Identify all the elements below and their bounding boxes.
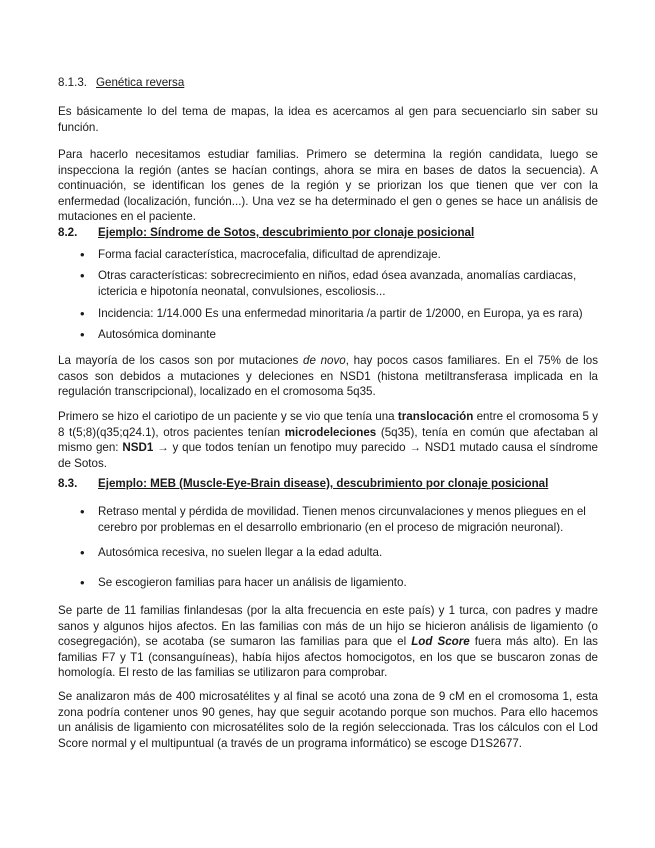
term-translocacion: translocación: [397, 410, 474, 423]
section-heading-8-3: [58, 477, 598, 490]
list-item-text: Forma facial característica, macrocefalia, dificultad de aprendizaje.: [98, 248, 441, 261]
text-run: , hay pocos casos familiares. En el 75% de los casos son debidos a mutaciones y deleciones en NSD1 (histona metiltransferasa implicada en la regulación transcripcional), localizado en el cromosoma 5q35.: [58, 354, 598, 398]
section-heading-8-2: [58, 226, 598, 239]
text-run: entre el cromosoma 5 y 8 t(5;8)(q35;q24.1), otros pacientes tenían: [58, 410, 598, 439]
list-item: [58, 247, 598, 263]
term-microdeleciones: microdeleciones: [284, 425, 377, 439]
paragraph-mutations: [58, 353, 598, 400]
bullet-icon: •: [80, 247, 85, 262]
section-number: 8.1.3.: [58, 76, 88, 89]
paragraph-method: Para hacerlo necesitamos estudiar familias. Primero se determina la región candidata, luego se inspecciona la región (antes se hacían contings, ahora se mira en bases de datos la secuencia). A continuación, se identifican los genes de la región y se priorizan los que tienen que ver con la enfermedad (localización, función...). Una vez se ha determinado el gen o genes se hace un análisis de mutaciones en el paciente.: [58, 148, 598, 223]
list-item-text: Se escogieron familias para hacer un análisis de ligamiento.: [98, 576, 407, 589]
list-item-text: Retraso mental y pérdida de movilidad. Tienen menos circunvalaciones y menos pliegues en el cerebro por problemas en el desarrollo embrionario (en el proceso de migración neuronal).: [98, 505, 586, 534]
list-item-text: Autosómica recesiva, no suelen llegar a la edad adulta.: [98, 546, 383, 559]
paragraph-families: [58, 603, 598, 681]
bullet-icon: •: [80, 575, 85, 590]
section-heading-8-1-3: [58, 76, 598, 89]
bullet-icon: •: [80, 306, 85, 321]
list-item-text: Otras características: sobrecrecimiento en niños, edad ósea avanzada, anomalías cardiacas, ictericia e hipotonía neonatal, convulsiones, escoliosis...: [98, 269, 577, 298]
paragraph-intro: Es básicamente lo del tema de mapas, la idea es acercamos al gen para secuenciarlo sin saber su función.: [58, 105, 598, 134]
bullet-icon: •: [80, 545, 85, 560]
section-title: Ejemplo: Síndrome de Sotos, descubrimiento por clonaje posicional: [98, 226, 475, 239]
text-run: → y que todos tenían un fenotipo muy parecido → NSD1 mutado causa el síndrome de Sotos.: [58, 441, 598, 470]
list-item: [58, 268, 598, 299]
text-run: Primero se hizo el cariotipo de un paciente y se vio que tenía una: [58, 410, 398, 423]
list-item-text: Autosómica dominante: [98, 328, 216, 341]
bullet-icon: •: [80, 504, 85, 519]
text-run: fuera más alto). En las familias F7 y T1 (consanguíneas), había hijos afectos homocigotos, en los que se buscaron zonas de homología. El resto de las familias se utilizaron para comprobar.: [58, 635, 598, 679]
section-number: 8.3.: [58, 477, 78, 490]
section-title: Ejemplo: MEB (Muscle-Eye-Brain disease), descubrimiento por clonaje posicional: [98, 477, 549, 490]
section-number: 8.2.: [58, 226, 78, 239]
text-run: (5q35), tenía en común que afectaban al mismo gen:: [58, 425, 598, 454]
section-title: Genética reversa: [96, 76, 185, 89]
bullet-icon: •: [80, 327, 85, 342]
text-run: La mayoría de los casos son por mutaciones: [58, 354, 303, 367]
list-item: [58, 575, 598, 591]
list-item: [58, 306, 598, 322]
list-item: [58, 545, 598, 561]
text-run: Se parte de 11 familias finlandesas (por la alta frecuencia en este país) y 1 turca, con padres y madre sanos y algunos hijos afectos. En las familias con más de un hijo se hicieron análisis de ligamiento (o cosegregación), se acotaba (se sumaron las familias para que el: [58, 604, 598, 648]
bullet-icon: •: [80, 268, 85, 283]
text-run-italic: de novo: [303, 354, 346, 367]
paragraph-microsatellites: Se analizaron más de 400 microsatélites y al final se acotó una zona de 9 cM en el cromosoma 1, esta zona podría contener unos 90 genes, hay que seguir acotando porque son muchos. Para ello hacemos un análisis de ligamiento con microsatélites solo de la región seleccionada. Tras los cálculos con el Lod Score normal y el multipuntual (a través de un programa informático) se escoge D1S2677.: [58, 690, 598, 750]
term-nsd1: NSD1: [122, 441, 154, 454]
list-item: [58, 327, 598, 343]
list-item: [58, 504, 598, 535]
list-item-text: Incidencia: 1/14.000 Es una enfermedad minoritaria /a partir de 1/2000, en Europa, ya es rara): [98, 307, 583, 320]
term-lod-score: Lod Score: [411, 635, 470, 648]
paragraph-karyotype: [58, 409, 598, 471]
